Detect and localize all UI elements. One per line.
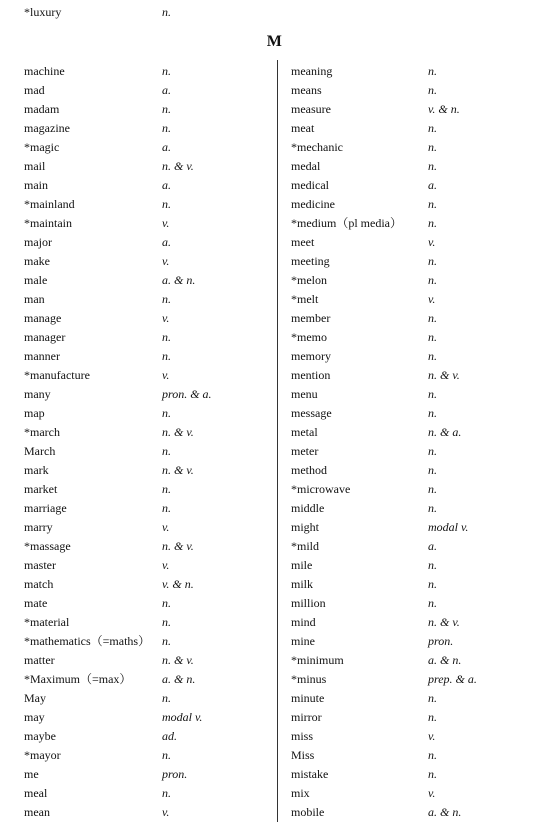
entry-word: matter (24, 653, 55, 667)
right-word-column (278, 62, 549, 822)
entry-word: mirror (291, 710, 322, 724)
entry-word: mean (24, 805, 50, 819)
entry-part-of-speech: n. (428, 748, 437, 762)
word-entry (0, 670, 276, 689)
entry-word: March (24, 444, 56, 458)
entry-part-of-speech: n. (428, 140, 437, 154)
entry-part-of-speech: a. (162, 235, 171, 249)
entry-word: *melon (291, 273, 327, 287)
word-entry (0, 62, 276, 81)
entry-part-of-speech: n. (428, 311, 437, 325)
entry-word: male (24, 273, 48, 287)
entry-word: menu (291, 387, 318, 401)
entry-part-of-speech: v. (428, 729, 436, 743)
entry-word: miss (291, 729, 314, 743)
entry-part-of-speech: a. (162, 178, 171, 192)
entry-word: mine (291, 634, 315, 648)
entry-word: meal (24, 786, 48, 800)
entry-part-of-speech: v. (162, 311, 170, 325)
entry-part-of-speech: n. (428, 159, 437, 173)
entry-word: *mayor (24, 748, 61, 762)
entry-part-of-speech: n. (428, 501, 437, 515)
entry-part-of-speech: pron. (162, 767, 188, 781)
entry-word: manner (24, 349, 60, 363)
entry-word: *manufacture (24, 368, 90, 382)
entry-part-of-speech: modal v. (162, 710, 203, 724)
word-entry (0, 233, 276, 252)
entry-word: might (291, 520, 320, 534)
word-entry (278, 271, 549, 290)
word-entry (278, 651, 549, 670)
word-entry (0, 366, 276, 385)
entry-part-of-speech: n. (428, 444, 437, 458)
entry-part-of-speech: v. (162, 254, 170, 268)
word-entry (0, 499, 276, 518)
carryover-entry (0, 5, 549, 23)
word-entry (0, 157, 276, 176)
entry-part-of-speech: n. & v. (162, 159, 194, 173)
word-entry (0, 708, 276, 727)
entry-word: meter (291, 444, 319, 458)
word-entry (278, 746, 549, 765)
entry-word: mail (24, 159, 46, 173)
entry-part-of-speech: a. (428, 539, 437, 553)
entry-word: *mechanic (291, 140, 343, 154)
entry-word: meaning (291, 64, 333, 78)
entry-part-of-speech: n. (428, 216, 437, 230)
entry-word: mate (24, 596, 48, 610)
word-entry (0, 556, 276, 575)
entry-word: message (291, 406, 332, 420)
entry-word: make (24, 254, 50, 268)
entry-word: metal (291, 425, 318, 439)
entry-part-of-speech: v. (162, 368, 170, 382)
entry-word: mistake (291, 767, 329, 781)
section-letter-heading: M (266, 33, 283, 50)
word-entry (278, 556, 549, 575)
entry-part-of-speech: n. (162, 121, 171, 135)
word-entry (278, 290, 549, 309)
word-entry (278, 594, 549, 613)
word-entry (0, 518, 276, 537)
entry-word: mobile (291, 805, 325, 819)
entry-part-of-speech: n. (162, 501, 171, 515)
entry-word: match (24, 577, 54, 591)
word-entry (278, 442, 549, 461)
entry-word: *luxury (24, 5, 62, 19)
word-entry (278, 765, 549, 784)
left-word-column (0, 62, 276, 822)
word-entry (278, 81, 549, 100)
entry-word: marriage (24, 501, 67, 515)
word-entry (278, 632, 549, 651)
entry-word: *mathematics（=maths） (24, 634, 151, 648)
entry-part-of-speech: n. (428, 482, 437, 496)
word-entry (0, 404, 276, 423)
word-entry (0, 727, 276, 746)
word-entry (0, 100, 276, 119)
word-entry (278, 708, 549, 727)
word-entry (278, 176, 549, 195)
entry-word: *march (24, 425, 60, 439)
word-entry (278, 613, 549, 632)
word-entry (0, 594, 276, 613)
entry-part-of-speech: n. (162, 634, 171, 648)
entry-word: *memo (291, 330, 327, 344)
entry-part-of-speech: n. & a. (428, 425, 462, 439)
entry-word: manager (24, 330, 66, 344)
entry-part-of-speech: n. (428, 330, 437, 344)
entry-word: machine (24, 64, 65, 78)
word-entry (0, 765, 276, 784)
entry-part-of-speech: n. & v. (428, 615, 460, 629)
entry-part-of-speech: n. (162, 5, 171, 19)
word-entry (278, 309, 549, 328)
entry-part-of-speech: a. & n. (428, 805, 462, 819)
entry-part-of-speech: a. & n. (162, 273, 196, 287)
entry-word: *massage (24, 539, 71, 553)
word-entry (278, 233, 549, 252)
word-entry (278, 62, 549, 81)
entry-word: mile (291, 558, 313, 572)
entry-part-of-speech: n. (428, 691, 437, 705)
word-entry (0, 290, 276, 309)
entry-part-of-speech: v. (428, 292, 436, 306)
entry-word: man (24, 292, 45, 306)
word-entry (278, 366, 549, 385)
entry-word: mark (24, 463, 49, 477)
word-entry (0, 613, 276, 632)
entry-word: medal (291, 159, 321, 173)
word-entry (0, 442, 276, 461)
entry-part-of-speech: v. & n. (428, 102, 460, 116)
entry-part-of-speech: n. (428, 254, 437, 268)
word-entry (278, 214, 549, 233)
entry-part-of-speech: n. & v. (162, 653, 194, 667)
word-entry (0, 803, 276, 822)
word-entry (278, 499, 549, 518)
word-entry (278, 347, 549, 366)
word-entry (0, 195, 276, 214)
entry-part-of-speech: n. (162, 102, 171, 116)
word-entry (278, 195, 549, 214)
word-entry (278, 803, 549, 822)
entry-word: mind (291, 615, 316, 629)
entry-word: *mild (291, 539, 320, 553)
entry-part-of-speech: n. (428, 83, 437, 97)
entry-part-of-speech: n. (162, 596, 171, 610)
entry-word: meet (291, 235, 315, 249)
entry-part-of-speech: n. (428, 197, 437, 211)
entry-part-of-speech: n. (162, 349, 171, 363)
entry-part-of-speech: n. (162, 197, 171, 211)
word-entry (0, 81, 276, 100)
word-entry (278, 727, 549, 746)
entry-part-of-speech: ad. (162, 729, 177, 743)
entry-word: *microwave (291, 482, 351, 496)
entry-part-of-speech: n. (162, 615, 171, 629)
word-entry (278, 575, 549, 594)
entry-word: mention (291, 368, 331, 382)
word-entry (0, 423, 276, 442)
entry-part-of-speech: n. (162, 482, 171, 496)
word-entry (0, 328, 276, 347)
word-entry (0, 347, 276, 366)
entry-part-of-speech: n. (428, 406, 437, 420)
entry-part-of-speech: n. (162, 786, 171, 800)
word-entry (278, 689, 549, 708)
entry-part-of-speech: n. (162, 64, 171, 78)
entry-part-of-speech: n. (428, 596, 437, 610)
entry-part-of-speech: v. (428, 786, 436, 800)
entry-part-of-speech: n. (428, 273, 437, 287)
entry-word: me (24, 767, 39, 781)
entry-part-of-speech: v. (428, 235, 436, 249)
word-entry (0, 784, 276, 803)
entry-word: master (24, 558, 56, 572)
entry-part-of-speech: n. (428, 577, 437, 591)
entry-word: method (291, 463, 327, 477)
entry-part-of-speech: prep. & a. (428, 672, 477, 686)
entry-word: *minimum (291, 653, 344, 667)
entry-part-of-speech: v. & n. (162, 577, 194, 591)
entry-word: madam (24, 102, 60, 116)
entry-part-of-speech: n. & v. (428, 368, 460, 382)
entry-word: marry (24, 520, 53, 534)
word-entry (278, 138, 549, 157)
entry-part-of-speech: a. (428, 178, 437, 192)
entry-word: meeting (291, 254, 330, 268)
word-entry (278, 670, 549, 689)
entry-part-of-speech: a. (162, 83, 171, 97)
entry-part-of-speech: modal v. (428, 520, 469, 534)
word-entry (278, 423, 549, 442)
entry-word: maybe (24, 729, 56, 743)
word-entry (278, 157, 549, 176)
entry-word: meat (291, 121, 315, 135)
word-entry (278, 328, 549, 347)
entry-word: *mainland (24, 197, 75, 211)
word-entry (0, 575, 276, 594)
entry-part-of-speech: pron. (428, 634, 454, 648)
entry-word: May (24, 691, 46, 705)
entry-word: *magic (24, 140, 60, 154)
word-entry (278, 252, 549, 271)
entry-word: may (24, 710, 45, 724)
entry-part-of-speech: n. (162, 292, 171, 306)
word-entry (278, 518, 549, 537)
word-entry (0, 746, 276, 765)
word-entry (0, 119, 276, 138)
entry-word: medical (291, 178, 329, 192)
entry-word: *material (24, 615, 70, 629)
entry-part-of-speech: n. (428, 349, 437, 363)
entry-part-of-speech: n. (428, 463, 437, 477)
entry-word: Miss (291, 748, 315, 762)
entry-word: mix (291, 786, 310, 800)
entry-word: map (24, 406, 45, 420)
entry-word: mad (24, 83, 45, 97)
word-entry (0, 461, 276, 480)
word-entry (0, 138, 276, 157)
word-entry (0, 252, 276, 271)
entry-part-of-speech: v. (162, 216, 170, 230)
entry-part-of-speech: n. (428, 767, 437, 781)
entry-part-of-speech: v. (162, 805, 170, 819)
entry-word: many (24, 387, 51, 401)
word-entry (278, 461, 549, 480)
entry-part-of-speech: n. (162, 444, 171, 458)
entry-part-of-speech: n. (428, 710, 437, 724)
entry-word: memory (291, 349, 331, 363)
entry-part-of-speech: n. (428, 558, 437, 572)
entry-word: *maintain (24, 216, 72, 230)
entry-word: member (291, 311, 331, 325)
entry-part-of-speech: n. (162, 748, 171, 762)
word-entry (278, 784, 549, 803)
entry-part-of-speech: a. & n. (428, 653, 462, 667)
entry-word: *minus (291, 672, 327, 686)
word-entry (0, 385, 276, 404)
word-entry (0, 480, 276, 499)
entry-word: manage (24, 311, 62, 325)
entry-word: minute (291, 691, 325, 705)
entry-part-of-speech: n. (428, 121, 437, 135)
entry-part-of-speech: n. (162, 330, 171, 344)
entry-word: medicine (291, 197, 335, 211)
entry-word: *Maximum（=max） (24, 672, 132, 686)
word-entry (0, 176, 276, 195)
entry-word: market (24, 482, 58, 496)
word-entry (278, 404, 549, 423)
entry-part-of-speech: n. & v. (162, 463, 194, 477)
word-entry (278, 385, 549, 404)
entry-word: major (24, 235, 52, 249)
entry-word: *melt (291, 292, 319, 306)
word-entry (0, 271, 276, 290)
entry-part-of-speech: n. & v. (162, 539, 194, 553)
word-entry (0, 689, 276, 708)
entry-word: main (24, 178, 48, 192)
entry-word: measure (291, 102, 331, 116)
word-entry (0, 309, 276, 328)
word-entry (278, 100, 549, 119)
entry-part-of-speech: v. (162, 558, 170, 572)
entry-word: *medium（pl media） (291, 216, 402, 230)
entry-word: milk (291, 577, 314, 591)
entry-part-of-speech: n. (428, 387, 437, 401)
entry-word: million (291, 596, 326, 610)
entry-word: means (291, 83, 322, 97)
word-entry (278, 119, 549, 138)
word-entry (278, 537, 549, 556)
entry-part-of-speech: pron. & a. (162, 387, 212, 401)
word-entry (0, 651, 276, 670)
entry-part-of-speech: n. (428, 64, 437, 78)
entry-part-of-speech: n. & v. (162, 425, 194, 439)
word-entry (0, 537, 276, 556)
entry-part-of-speech: n. (162, 406, 171, 420)
word-entry (278, 480, 549, 499)
entry-part-of-speech: a. & n. (162, 672, 196, 686)
word-entry (0, 214, 276, 233)
word-entry (0, 632, 276, 651)
entry-part-of-speech: a. (162, 140, 171, 154)
entry-part-of-speech: n. (162, 691, 171, 705)
entry-word: middle (291, 501, 325, 515)
entry-word: magazine (24, 121, 70, 135)
entry-part-of-speech: v. (162, 520, 170, 534)
